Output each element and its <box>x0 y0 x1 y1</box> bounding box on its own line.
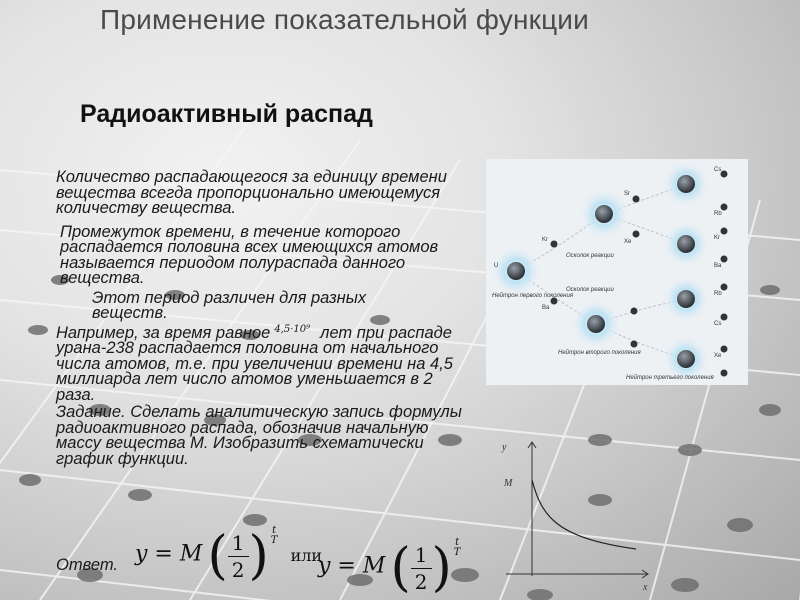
isotope-label: Ba <box>542 305 550 311</box>
isotope-label: Sr <box>624 191 630 197</box>
formula-2-exp-top: t <box>455 536 460 548</box>
formula-1-fraction <box>228 531 249 582</box>
decay-curve <box>532 480 636 549</box>
decay-formula-2 <box>318 536 461 598</box>
fission-chain-image <box>486 159 748 385</box>
slide-subtitle: Радиоактивный распад <box>80 100 373 128</box>
uranium-time-formula: 4,5·10⁹ <box>274 323 311 335</box>
y-axis-label: y <box>502 442 507 453</box>
neutron-second-gen-label: Нейтрон второго поколения <box>558 350 641 356</box>
formula-1-exp-bottom: T <box>270 534 278 546</box>
fission-chain-illustration <box>486 159 748 385</box>
paragraph-period-differs <box>56 288 466 322</box>
decay-graph <box>498 438 658 596</box>
formula-1-exp-top: t <box>272 524 277 536</box>
paragraph-task: Задание. Сделать аналитическую запись формулы радиоактивного распада, обозначив начальную массу вещества М. Изобразить схематически график функции. <box>56 403 462 468</box>
formula-1-lhs: y = M <box>135 541 203 567</box>
isotope-label: Xe <box>714 353 722 359</box>
formula-2-lhs: y = M <box>318 553 386 579</box>
formula-2-numerator: 1 <box>411 543 432 569</box>
or-label: или <box>290 545 323 565</box>
formula-1-close-paren: ) <box>248 526 269 586</box>
formula-2-denominator: 2 <box>414 569 428 594</box>
decay-formula-1 <box>135 524 323 586</box>
paragraph-proportional: Количество распадающегося за единицу времени вещества всегда пропорционально имеющемуся количеству вещества. <box>56 168 447 217</box>
isotope-label: U <box>494 263 499 269</box>
isotope-label: Kr <box>542 237 548 243</box>
formula-1-numerator: 1 <box>228 531 249 557</box>
answer-label: Ответ. <box>56 556 118 574</box>
formula-1-exponent <box>271 526 278 546</box>
formula-2-exp-bottom: T <box>453 546 461 558</box>
isotope-label: Kr <box>714 235 720 241</box>
m-label: M <box>504 478 513 489</box>
x-axis-label: x <box>643 582 648 593</box>
slide-title: Применение показательной функции <box>100 4 589 35</box>
uranium-text-a: Например, за время равное <box>56 323 271 342</box>
paragraph-uranium-example <box>56 322 466 404</box>
paragraph-period-differs-b: веществ. <box>92 304 168 322</box>
isotope-label: Cs <box>714 167 722 173</box>
paragraph-period-differs-a: Этот период различен для разных <box>92 288 367 307</box>
body-text <box>56 170 466 467</box>
isotope-label: Xe <box>624 239 632 245</box>
isotope-label: Rb <box>714 211 722 217</box>
formula-1-denominator: 2 <box>231 557 245 582</box>
formula-2-open-paren: ( <box>390 538 411 598</box>
fragment-label-2: Осколок реакции <box>566 287 614 293</box>
isotope-label: Rb <box>714 291 722 297</box>
isotope-label: Cs <box>714 321 722 327</box>
formula-2-fraction <box>411 543 432 594</box>
fragment-label-1: Осколок реакции <box>566 253 614 259</box>
paragraph-half-life: Промежуток времени, в течение которого распадается половина всех имеющихся атомов называется периодом полураспада данного вещества. <box>60 222 439 287</box>
neutron-first-gen-label: Нейтрон первого поколения <box>492 293 574 299</box>
formula-2-close-paren: ) <box>431 538 452 598</box>
uranium-text-b: лет при распаде урана-238 распадается половина от начального числа атомов, т.е. при увеличении времени на 4,5 миллиарда лет число атомов уменьшается в 2 раза. <box>56 323 453 404</box>
formula-1-open-paren: ( <box>207 526 228 586</box>
isotope-label: Ba <box>714 263 722 269</box>
neutron-third-gen-label: Нейтрон третьего поколения <box>626 375 714 381</box>
formula-2-exponent <box>454 538 461 558</box>
